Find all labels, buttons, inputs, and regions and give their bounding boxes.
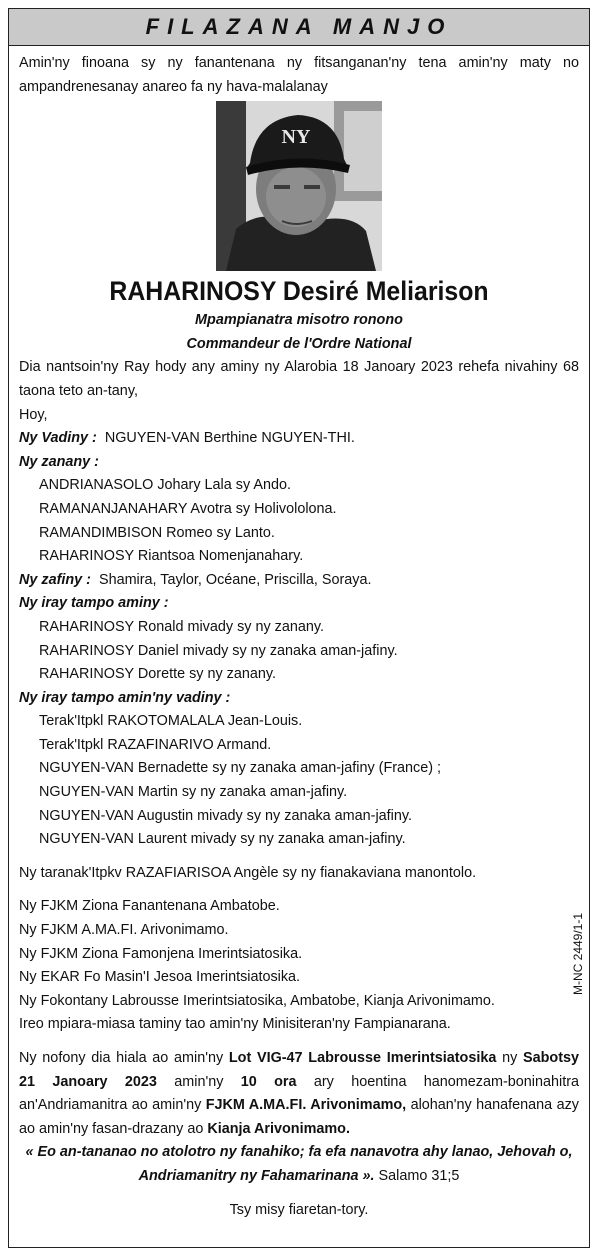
child-item: ANDRIANASOLO Johary Lala sy Ando. [39, 477, 291, 494]
obituary-notice [8, 8, 590, 1248]
quote-text: « Eo an-tananao no atolotro ny fanahiko; fa efa nanavotra ahy lanao, Jehovah o, Andriamanitry ny Fahamarinana ». [25, 1144, 573, 1184]
spouse-sibling-item: NGUYEN-VAN Augustin mivady sy ny zanaka aman-jafiny. [39, 807, 412, 824]
child-item: RAMANDIMBISON Romeo sy Lanto. [39, 524, 275, 541]
sibling-item: RAHARINOSY Daniel mivady sy ny zanaka aman-jafiny. [39, 642, 398, 659]
portrait-image [216, 101, 382, 271]
notice-header [9, 9, 589, 46]
spouse-line [19, 427, 579, 451]
organization-item: Ny FJKM Ziona Fanantenana Ambatobe. [19, 898, 280, 915]
funeral-details: Ny nofony dia hiala ao amin'ny Lot VIG-47 Labrousse Imerintsiatosika ny Sabotsy 21 Janoary 2023 amin'ny 10 ora ary hoentina hanomezam-boninahitra an'Andriamanitra ao amin'ny FJKM A.MA.FI. Arivonimamo, alohan'ny hanafenana azy ao amin'ny fasan-drazany ao Kianja Arivonimamo. [19, 1050, 579, 1137]
spouse-label: Ny Vadiny : [19, 430, 97, 447]
sibling-item: RAHARINOSY Ronald mivady sy ny zanany. [39, 618, 324, 635]
deceased-title-2: Commandeur de l'Ordre National [186, 335, 412, 352]
organization-item: Ny Fokontany Labrousse Imerintsiatosika, Ambatobe, Kianja Arivonimamo. [19, 992, 495, 1009]
organization-item: Ireo mpiara-miasa taminy tao amin'ny Minisiteran'ny Fampianarana. [19, 1016, 451, 1033]
deceased-name: RAHARINOSY Desiré Meliarison [109, 276, 489, 307]
funeral-time: 10 ora [240, 1073, 297, 1090]
spouse-siblings-label: Ny iray tampo amin'ny vadiny : [19, 689, 231, 706]
bible-quote [19, 1141, 579, 1188]
spouse-sibling-item: Terak'Itpkl RAKOTOMALALA Jean-Louis. [39, 713, 303, 730]
funeral-cemetery: Kianja Arivonimamo. [207, 1120, 350, 1137]
grandchildren-names: Shamira, Taylor, Océane, Priscilla, Soraya. [98, 571, 372, 588]
spouse-sibling-item: NGUYEN-VAN Laurent mivady sy ny zanaka aman-jafiny. [39, 831, 406, 848]
funeral-date: Sabotsy 21 Janoary 2023 [19, 1050, 579, 1090]
quote-reference: Salamo 31;5 [374, 1167, 460, 1184]
portrait-photo [216, 101, 382, 271]
sibling-item: RAHARINOSY Dorette sy ny zanany. [39, 666, 277, 683]
organization-item: Ny FJKM A.MA.FI. Arivonimamo. [19, 922, 229, 939]
death-notice: Dia nantsoin'ny Ray hody any aminy ny Alarobia 18 Janoary 2023 rehefa nivahiny 68 taona teto an-tany, [19, 359, 579, 399]
reference-code: M-NC 2449/1-1 [571, 912, 585, 996]
organization-item: Ny FJKM Ziona Famonjena Imerintsiatosika. [19, 945, 303, 962]
deceased-title-1: Mpampianatra misotro ronono [195, 312, 403, 329]
spouse-sibling-item: Terak'Itpkl RAZAFINARIVO Armand. [39, 736, 272, 753]
spouse-sibling-item: NGUYEN-VAN Martin sy ny zanaka aman-jafiny. [39, 784, 348, 801]
spouse-sibling-item: NGUYEN-VAN Bernadette sy ny zanaka aman-jafiny (France) ; [39, 760, 442, 777]
child-item: RAHARINOSY Riantsoa Nomenjanahary. [39, 548, 304, 565]
notice-body [9, 46, 589, 1222]
spouse-name: NGUYEN-VAN Berthine NGUYEN-THI. [104, 430, 355, 447]
funeral-church: FJKM A.MA.FI. Arivonimamo, [205, 1097, 407, 1114]
closing-text: Tsy misy fiaretan-tory. [229, 1201, 369, 1218]
child-item: RAMANANJANAHARY Avotra sy Holivololona. [39, 500, 337, 517]
hoy-text: Hoy, [19, 406, 48, 423]
children-label: Ny zanany : [19, 453, 99, 470]
siblings-label: Ny iray tampo aminy : [19, 595, 169, 612]
intro-text: Amin'ny finoana sy ny fanantenana ny fitsanganan'ny tena amin'ny maty no ampandrenesanay anareo fa ny hava-malalanay [19, 55, 579, 95]
grandchildren-line [19, 569, 579, 593]
notice-title: FILAZANA MANJO [145, 14, 453, 39]
relative-line: Ny taranak'Itpkv RAZAFIARISOA Angèle sy ny fianakaviana manontolo. [19, 864, 477, 881]
organization-item: Ny EKAR Fo Masin'I Jesoa Imerintsiatosika. [19, 969, 301, 986]
funeral-place: Lot VIG-47 Labrousse Imerintsiatosika [228, 1050, 497, 1066]
svg-text:NY: NY [281, 126, 311, 149]
grandchildren-label: Ny zafiny : [19, 571, 91, 588]
